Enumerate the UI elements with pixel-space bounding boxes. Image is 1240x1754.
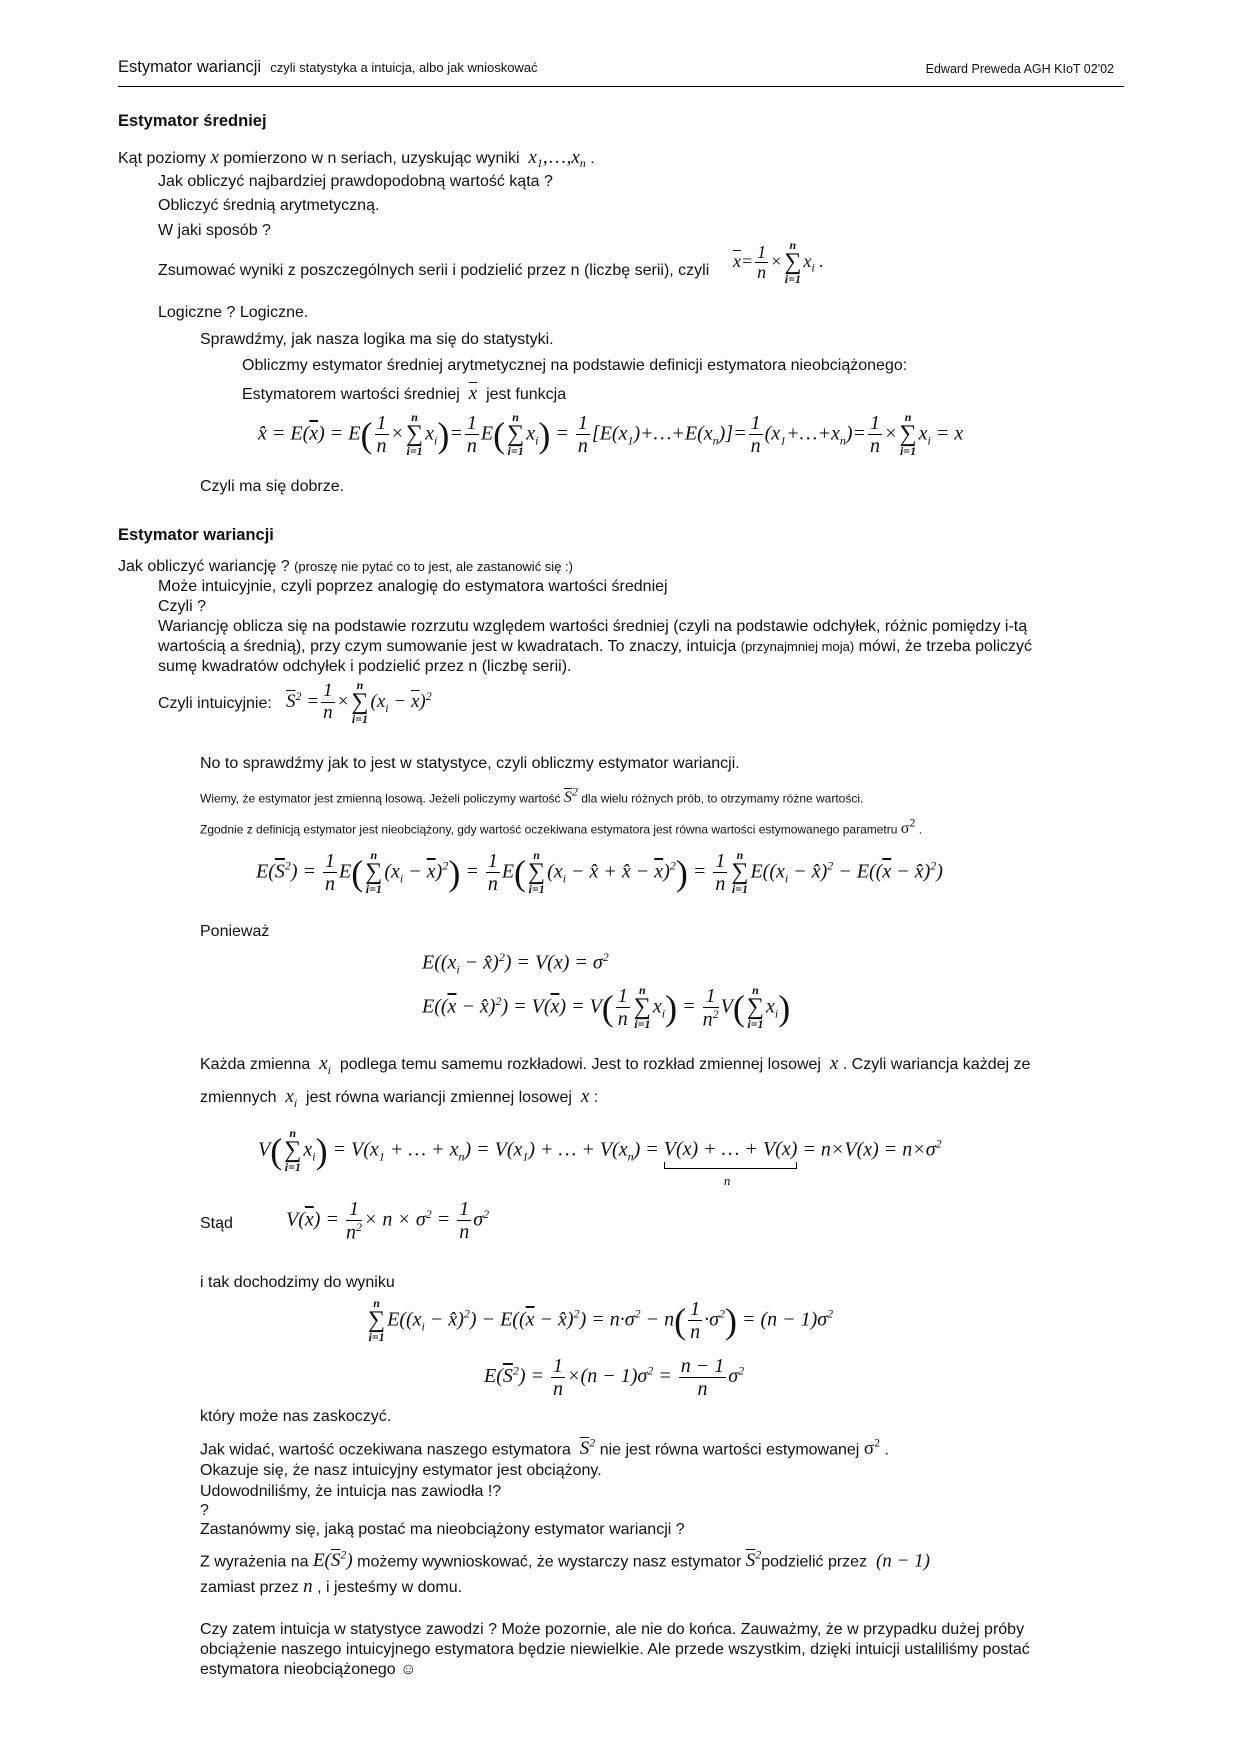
para-line: Kąt poziomy x pomierzono w n seriach, uzyskując wyniki $x_1,\dots,x_n$ . bbox=[118, 147, 595, 171]
para-line: Czy zatem intuicja w statystyce zawodzi ? Może pozornie, ale nie do końca. Zauważmy, że w przypadku dużej próby bbox=[200, 1621, 1025, 1638]
para-line: zamiast przez n , i jesteśmy w domu. bbox=[200, 1576, 463, 1597]
heading-estymator-wariancji: Estymator wariancji bbox=[118, 526, 274, 544]
header-title: Estymator wariancji bbox=[118, 58, 262, 76]
para-line: obciążenie naszego intuicyjnego estymatora będzie niewielkie. Ale przede wszystkim, dzięki intuicji ustaliliśmy postać bbox=[200, 1641, 1030, 1658]
formula-variance-mean: $E((\overline{x}$ − x̂)$^2$) = $V(\overline{x}) = V$( $\frac{1}{n}$ n ∑ i=1 $x_i$) = $\frac{1}{n^2}$ V( n ∑ i=1 $x_i$) bbox=[422, 983, 791, 1032]
para-line: Udowodniliśmy, że intuicja nas zawiodła !? bbox=[200, 1483, 502, 1500]
para-line: Zastanówmy się, jaką postać ma nieobciążony estymator wariancji ? bbox=[200, 1521, 685, 1538]
para-line: Z wyrażenia na $E(\overline{S}^2)$ możemy wywnioskować, że wystarczy nasz estymator $\overline{S}^2podzielić$ przez (n − 1) bbox=[200, 1548, 930, 1572]
para-line: Czyli intuicyjnie: bbox=[158, 695, 272, 712]
para-line: Wiemy, że estymator jest zmienną losową. Jeżeli policzymy wartość $\overline{S}^2$ dla wielu różnych prób, to otrzymamy różne wartości. bbox=[200, 785, 864, 807]
para-line: Każda zmienna $x_i$ podlega temu samemu rozkładowi. Jest to rozkład zmiennej losowej x . Czyli wariancja każdej ze bbox=[200, 1053, 1031, 1077]
formula-mean-estimator: x̂ = $E(\overline{x}) = E$( $\frac{1}{n}$ × n ∑ i=1 $x_i)=$ $\frac{1}{n}$ E( n ∑ i=1 $x_i$) = $\frac{1}{n}$ $[E(x_1)+\dots+E(x_n)]=$ $\frac{1}{n}$ $(x_1+\dots+x_n)=$ $\frac{1}{n}$ × n ∑ i=1 $x_i = x$ bbox=[258, 410, 964, 459]
formula-expected-final: $E(\overline{S}^2)$ = $\frac{1}{n}$ $\times(n - 1)\sigma^2$ = $\frac{n - 1}{n}$ $\sigma^2$ bbox=[484, 1355, 745, 1400]
para-line: zmiennych $x_i$ jest równa wariancji zmiennej losowej x : bbox=[200, 1086, 599, 1110]
formula-mean: $\overline{x}=$ $\frac{1}{n}$ × n ∑ i=1 $x_i$ . bbox=[733, 238, 824, 287]
para-line: Zgodnie z definicją estymator jest nieobciążony, gdy wartość oczekiwana estymatora jest równa wartości estymowanego parametru $\sigma^2$ . bbox=[200, 816, 923, 838]
para-line: Logiczne ? Logiczne. bbox=[158, 304, 309, 321]
para-line: Stąd bbox=[200, 1215, 233, 1232]
para-line: Obliczmy estymator średniej arytmetycznej na podstawie definicji estymatora nieobciążonego: bbox=[242, 357, 908, 374]
para-line: Czyli ? bbox=[158, 598, 207, 615]
formula-variance-result: $V(\overline{x})$ = $\frac{1}{n^2}$ × $n \times \sigma^2$ = $\frac{1}{n}$ $\sigma^2$ bbox=[286, 1198, 490, 1244]
para-line: Jak obliczyć wariancję ? (proszę nie pytać co to jest, ale zastanowić się :) bbox=[118, 558, 573, 575]
para-line: Jak widać, wartość oczekiwana naszego estymatora $\overline{S}^2$ nie jest równa wartości estymowanej $\sigma^2$ . bbox=[200, 1436, 889, 1460]
para-line: Okazuje się, że nasz intuicyjny estymator jest obciążony. bbox=[200, 1462, 602, 1479]
para-line: i tak dochodzimy do wyniku bbox=[200, 1274, 395, 1291]
para-line: Sprawdźmy, jak nasza logika ma się do statystyki. bbox=[200, 331, 554, 348]
para-line: Może intuicyjnie, czyli poprzez analogię do estymatora wartości średniej bbox=[158, 578, 668, 595]
para-line: który może nas zaskoczyć. bbox=[200, 1408, 392, 1425]
para-line: Zsumować wyniki z poszczególnych serii i podzielić przez n (liczbę serii), czyli bbox=[158, 262, 710, 279]
para-line: estymatora nieobciążonego ☺ bbox=[200, 1661, 417, 1678]
formula-sum-result: n ∑ i=1 $E((x_i$ − x̂)$^2$) − $E((\overline{x}$ − x̂)$^2$) = $n\cdot\sigma^2 - n$( $\frac{1}{n}$ $\cdot\sigma^2) = (n - 1)\sigma^2$ bbox=[368, 1296, 834, 1345]
heading-estymator-sredniej: Estymator średniej bbox=[118, 112, 267, 130]
para-line: Ponieważ bbox=[200, 923, 270, 940]
para-line: Obliczyć średnią arytmetyczną. bbox=[158, 197, 380, 214]
para-line: Estymatorem wartości średniej $\overline{x}$ jest funkcja bbox=[242, 383, 567, 404]
page-header bbox=[118, 58, 1124, 87]
para-line: Jak obliczyć najbardziej prawdopodobną wartość kąta ? bbox=[158, 173, 553, 190]
formula-expected-variance: $E(\overline{S}^2)$ = $\frac{1}{n}$ E( n ∑ i=1 $(x_i - \overline{x})^2$) = $\frac{1}{n}$ E( n ∑ i=1 ($x_i$ − x̂ + x̂ − $\overline{x})^2$) = $\frac{1}{n}$ n ∑ i=1 $E((x_i$ − x̂)$^2$ − $E((\overline{x}$ − x̂)$^2$) bbox=[256, 848, 943, 897]
para-line: wartością a średnią), przy czym sumowanie jest w kwadratach. To znaczy, intuicja (przynajmniej moja) mówi, że trzeba policzyć bbox=[158, 638, 1033, 655]
para-line: No to sprawdźmy jak to jest w statystyce, czyli obliczmy estymator wariancji. bbox=[200, 755, 740, 772]
formula-variance-xi: $E((x_i$ − x̂)$^2$) = $V(x) = \sigma^2$ bbox=[422, 950, 609, 977]
para-line: Wariancję oblicza się na podstawie rozrzutu względem wartości średniej (czyli na podstawie odchyłek, różnic pomiędzy i-tą bbox=[158, 618, 1028, 635]
formula-variance-sum: V( n ∑ i=1 $x_i) = V(x_1$ + … + $x_n) = V(x_1)$ + … + $V(x_n) = V(x)$ + … + V(x) n = $n\times V(x) = n\times\sigma^2$ bbox=[258, 1126, 942, 1189]
header-author: Edward Preweda AGH KIoT 02'02 bbox=[925, 62, 1114, 76]
formula-intuitive-variance: $\overline{S}^2$ = $\frac{1}{n}$ × n ∑ i=1 $(x_i - \overline{x})^2$ bbox=[286, 678, 432, 727]
para-line: W jaki sposób ? bbox=[158, 222, 271, 239]
header-subtitle: czyli statystyka a intuicja, albo jak wnioskować bbox=[270, 60, 538, 75]
para-line: ? bbox=[200, 1502, 209, 1519]
para-line: sumę kwadratów odchyłek i podzielić przez n (liczbę serii). bbox=[158, 658, 572, 675]
para-line: Czyli ma się dobrze. bbox=[200, 478, 345, 495]
